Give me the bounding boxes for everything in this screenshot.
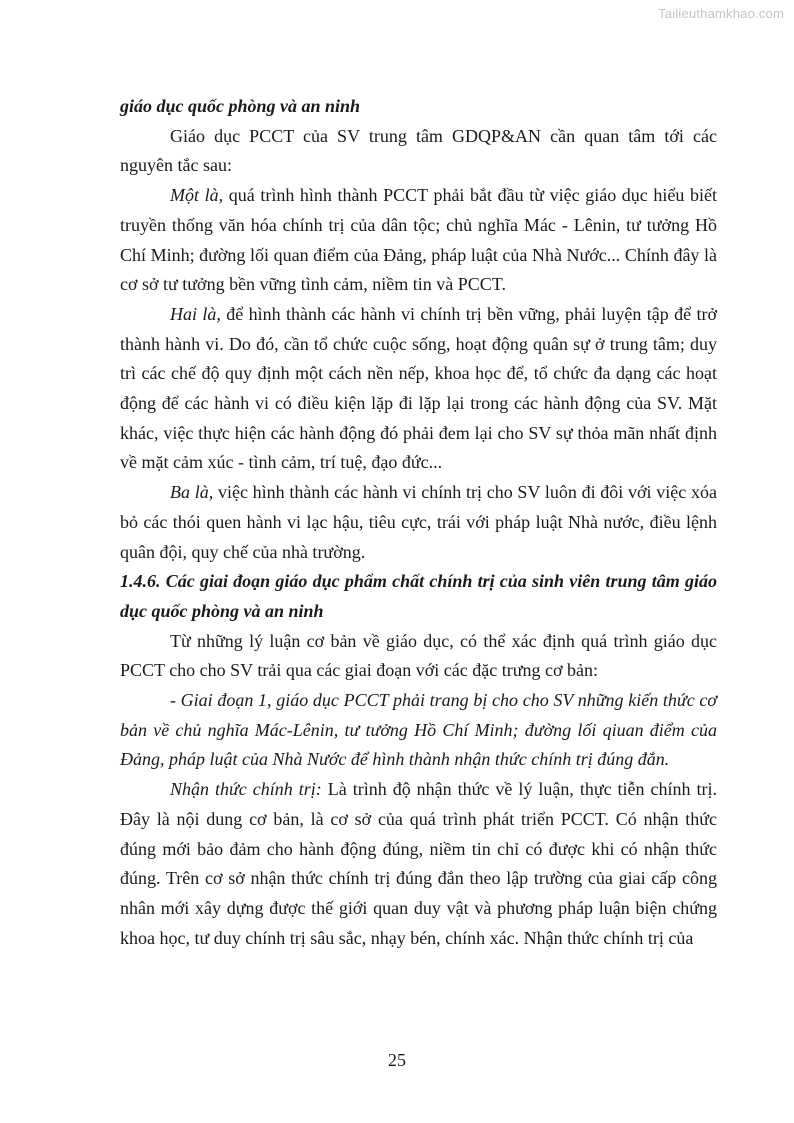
intro-paragraph: Giáo dục PCCT của SV trung tâm GDQP&AN cần quan tâm tới các nguyên tắc sau:: [120, 125, 717, 176]
principle-two-text: để hình thành các hành vi chính trị bền vững, phải luyện tập để trở thành hành vi. Do đó, cần tổ chức cuộc sống, hoạt động quân sự ở trung tâm; duy trì các chế độ quy định một cách nền nếp, khoa học để, tổ chức đa dạng các hoạt động để các hành vi có điều kiện lặp đi lặp lại trong các hành động của SV. Mặt khác, việc thực hiện các hành động đó phải đem lại cho SV sự thỏa mãn nhất định về mặt cảm xúc - tình cảm, trí tuệ, đạo đức...: [120, 303, 717, 473]
political-awareness-lead: Nhận thức chính trị:: [170, 779, 322, 800]
political-awareness-text: Là trình độ nhận thức về lý luận, thực tiễn chính trị. Đây là nội dung cơ bản, là cơ sở của quá trình phát triển PCCT. Có nhận thức đúng mới bảo đảm cho hành động đúng, niềm tin chỉ có được khi có nhận thức đúng. Trên cơ sở nhận thức chính trị đúng đắn theo lập trường của giai cấp công nhân mới xây dựng được thế giới quan duy vật và phương pháp luận biện chứng khoa học, tư duy chính trị sâu sắc, nhạy bén, chính xác. Nhận thức chính trị của: [120, 779, 717, 948]
principle-one-lead: Một là,: [170, 185, 224, 206]
political-awareness-paragraph: [120, 775, 717, 953]
principle-two-paragraph: [120, 300, 717, 478]
heading-continuation: giáo dục quốc phòng và an ninh: [120, 96, 361, 116]
principle-one-text: quá trình hình thành PCCT phải bắt đầu từ việc giáo dục hiểu biết truyền thống văn hóa chính trị của dân tộc; chủ nghĩa Mác - Lênin, tư tưởng Hồ Chí Minh; đường lối quan điểm của Đảng, pháp luật của Nhà Nước... Chính đây là cơ sở tư tưởng bền vững tình cảm, niềm tin và PCCT.: [120, 185, 717, 295]
principle-three-text: việc hình thành các hành vi chính trị cho SV luôn đi đôi với việc xóa bỏ các thói quen hành vi lạc hậu, tiêu cực, trái với pháp luật Nhà nước, điều lệnh quân đội, quy chế của nhà trường.: [120, 482, 717, 562]
stages-intro-paragraph: Từ những lý luận cơ bản về giáo dục, có thể xác định quá trình giáo dục PCCT cho cho SV trải qua các giai đoạn với các đặc trưng cơ bản:: [120, 630, 717, 681]
section-heading: 1.4.6. Các giai đoạn giáo dục phẩm chất chính trị của sinh viên trung tâm giáo dục quốc phòng và an ninh: [120, 571, 717, 621]
principle-two-lead: Hai là,: [170, 303, 221, 324]
watermark: Tailieuthamkhao.com: [658, 6, 784, 21]
page-number: 25: [388, 1050, 406, 1070]
principle-three-paragraph: [120, 478, 717, 567]
principle-one-paragraph: [120, 181, 717, 300]
principle-three-lead: Ba là,: [170, 482, 214, 503]
document-body: [120, 92, 717, 953]
stage-one-paragraph: - Giai đoạn 1, giáo dục PCCT phải trang bị cho cho SV những kiến thức cơ bản về chủ nghĩa Mác-Lênin, tư tưởng Hồ Chí Minh; đường lối qiuan điểm của Đảng, pháp luật của Nhà Nước để hình thành nhận thức chính trị đúng đắn.: [120, 690, 717, 770]
